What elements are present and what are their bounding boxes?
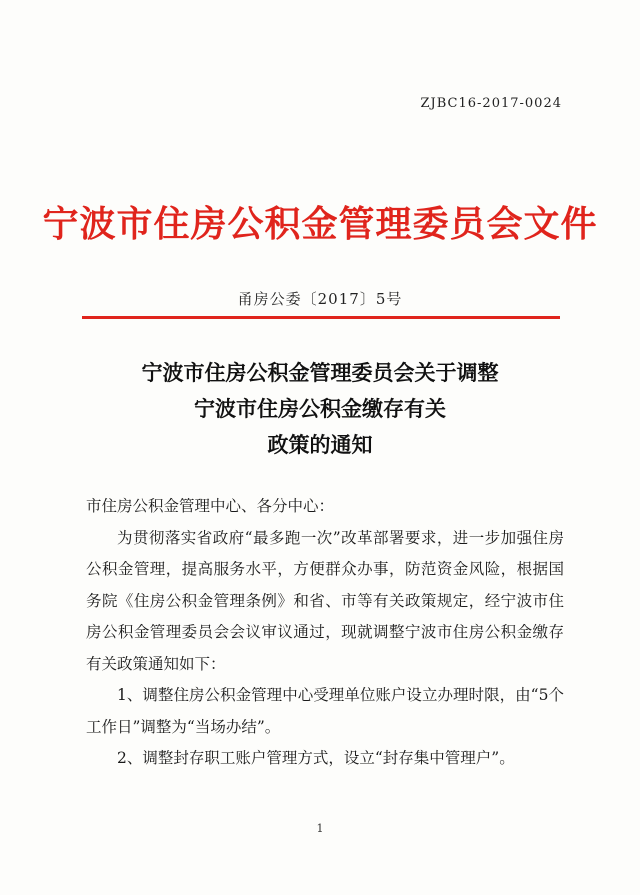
document-number: 甬房公委〔2017〕5号 xyxy=(237,290,403,308)
addressee: 市住房公积金管理中心、各分中心： xyxy=(86,497,335,515)
notice-title-line-3: 政策的通知 xyxy=(267,432,373,457)
notice-title xyxy=(0,355,640,463)
body-paragraph: 1、调整住房公积金管理中心受理单位账户设立办理时限，由“5个工作日”调整为“当场办结”。 xyxy=(86,686,564,736)
issuer-title: 宁波市住房公积金管理委员会文件 xyxy=(42,203,598,245)
body-paragraph: 为贯彻落实省政府“最多跑一次”改革部署要求，进一步加强住房公积金管理，提高服务水平，方便群众办事，防范资金风险，根据国务院《住房公积金管理条例》和省、市等有关政策规定，经宁波市住房公积金管理委员会会议审议通过，现就调整宁波市住房公积金缴存有关政策通知如下： xyxy=(86,528,564,673)
notice-body xyxy=(86,491,564,775)
notice-title-line-2: 宁波市住房公积金缴存有关 xyxy=(194,396,446,421)
red-divider-line xyxy=(82,316,560,319)
notice-title-line-1: 宁波市住房公积金管理委员会关于调整 xyxy=(141,360,499,385)
document-code: ZJBC16-2017-0024 xyxy=(420,96,562,111)
page-number: 1 xyxy=(316,822,324,835)
body-paragraph: 2、调整封存职工账户管理方式，设立“封存集中管理户”。 xyxy=(117,749,515,767)
